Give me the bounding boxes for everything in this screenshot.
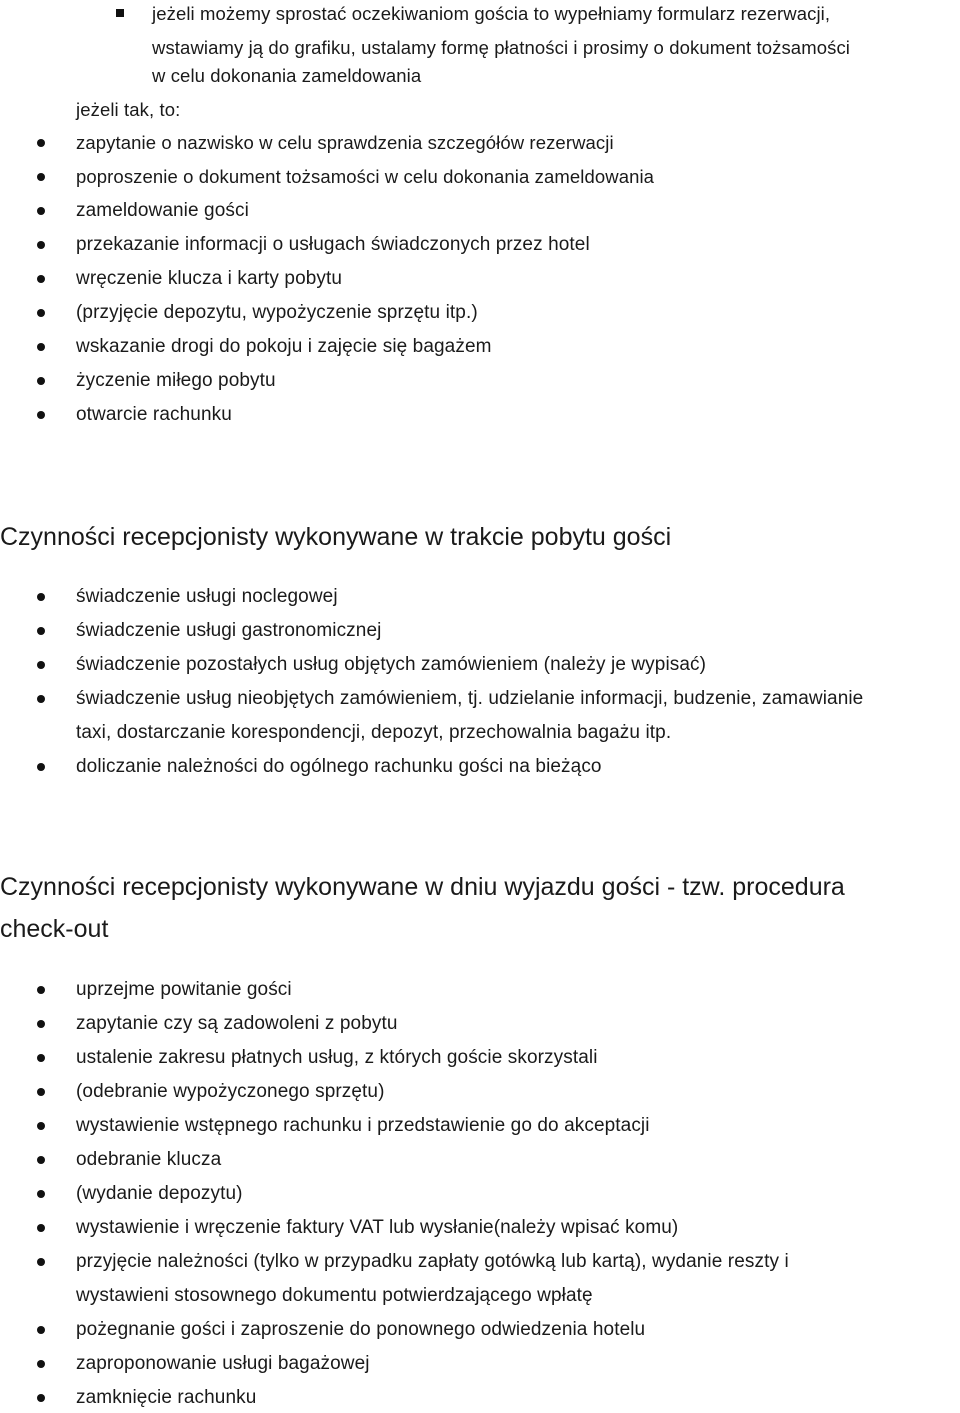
- section-heading: Czynności recepcjonisty wykonywane w dniu wyjazdu gości - tzw. procedura: [0, 873, 845, 901]
- bullet-icon: [37, 343, 45, 351]
- bullet-icon: [37, 986, 45, 994]
- list-item: świadczenie usługi gastronomicznej: [76, 620, 382, 641]
- list-item: (wydanie depozytu): [76, 1183, 243, 1204]
- bullet-icon: [37, 593, 45, 601]
- list-item: życzenie miłego pobytu: [76, 370, 276, 391]
- list-item: zapytanie czy są zadowoleni z pobytu: [76, 1013, 398, 1034]
- list-item: pożegnanie gości i zaproszenie do ponownego odwiedzenia hotelu: [76, 1319, 646, 1340]
- list-item: świadczenie pozostałych usług objętych zamówieniem (należy je wypisać): [76, 654, 707, 675]
- list-item: wystawienie i wręczenie faktury VAT lub wysłanie(należy wpisać komu): [76, 1217, 679, 1238]
- list-item: wystawienie wstępnego rachunku i przedstawienie go do akceptacji: [76, 1115, 650, 1136]
- bullet-icon: [37, 1224, 45, 1232]
- list-item: zapytanie o nazwisko w celu sprawdzenia szczegółów rezerwacji: [76, 132, 614, 153]
- list-item: wręczenie klucza i karty pobytu: [76, 268, 343, 289]
- list-item: otwarcie rachunku: [76, 404, 232, 425]
- list-item: (odebranie wypożyczonego sprzętu): [76, 1081, 385, 1102]
- bullet-icon: [37, 207, 45, 215]
- bullet-icon: [37, 1088, 45, 1096]
- square-bullet-icon: [116, 9, 124, 17]
- bullet-icon: [37, 139, 45, 147]
- bullet-icon: [37, 661, 45, 669]
- bullet-icon: [37, 1190, 45, 1198]
- bullet-icon: [37, 309, 45, 317]
- bullet-icon: [37, 377, 45, 385]
- bullet-icon: [37, 1360, 45, 1368]
- sub-item-line: w celu dokonania zameldowania: [152, 65, 422, 86]
- list-item-continuation: taxi, dostarczanie korespondencji, depozyt, przechowalnia bagażu itp.: [76, 722, 672, 743]
- bullet-icon: [37, 173, 45, 181]
- list-item: zaproponowanie usługi bagażowej: [76, 1353, 370, 1374]
- list-item: doliczanie należności do ogólnego rachunku gości na bieżąco: [76, 756, 602, 777]
- list-item: świadczenie usług nieobjętych zamówieniem, tj. udzielanie informacji, budzenie, zamawianie: [76, 688, 864, 709]
- list-item: (przyjęcie depozytu, wypożyczenie sprzętu itp.): [76, 302, 478, 323]
- bullet-icon: [37, 695, 45, 703]
- bullet-icon: [37, 1020, 45, 1028]
- list-item: zamknięcie rachunku: [76, 1387, 257, 1408]
- list-item: zameldowanie gości: [76, 200, 249, 221]
- bullet-icon: [37, 1122, 45, 1130]
- list-item: odebranie klucza: [76, 1149, 222, 1170]
- list-item-continuation: wystawieni stosownego dokumentu potwierdzającego wpłatę: [76, 1285, 593, 1306]
- bullet-icon: [37, 1394, 45, 1402]
- list-item: świadczenie usługi noclegowej: [76, 586, 338, 607]
- sub-item-line: jeżeli możemy sprostać oczekiwaniom gościa to wypełniamy formularz rezerwacji,: [152, 3, 831, 24]
- list-item: uprzejme powitanie gości: [76, 979, 292, 1000]
- bullet-icon: [37, 241, 45, 249]
- if-yes-label: jeżeli tak, to:: [76, 99, 181, 120]
- bullet-icon: [37, 1156, 45, 1164]
- list-item: przyjęcie należności (tylko w przypadku zapłaty gotówką lub kartą), wydanie reszty i: [76, 1251, 789, 1272]
- list-item: ustalenie zakresu płatnych usług, z których goście skorzystali: [76, 1047, 598, 1068]
- bullet-icon: [37, 1054, 45, 1062]
- bullet-icon: [37, 1258, 45, 1266]
- list-item: poproszenie o dokument tożsamości w celu dokonania zameldowania: [76, 166, 655, 187]
- bullet-icon: [37, 627, 45, 635]
- list-item: przekazanie informacji o usługach świadczonych przez hotel: [76, 234, 590, 255]
- list-item: wskazanie drogi do pokoju i zajęcie się bagażem: [76, 336, 492, 357]
- sub-item-line: wstawiamy ją do grafiku, ustalamy formę płatności i prosimy o dokument tożsamości: [152, 37, 851, 58]
- bullet-icon: [37, 763, 45, 771]
- bullet-icon: [37, 1326, 45, 1334]
- section-heading-continuation: check-out: [0, 915, 109, 943]
- bullet-icon: [37, 411, 45, 419]
- section-heading: Czynności recepcjonisty wykonywane w trakcie pobytu gości: [0, 523, 672, 551]
- bullet-icon: [37, 275, 45, 283]
